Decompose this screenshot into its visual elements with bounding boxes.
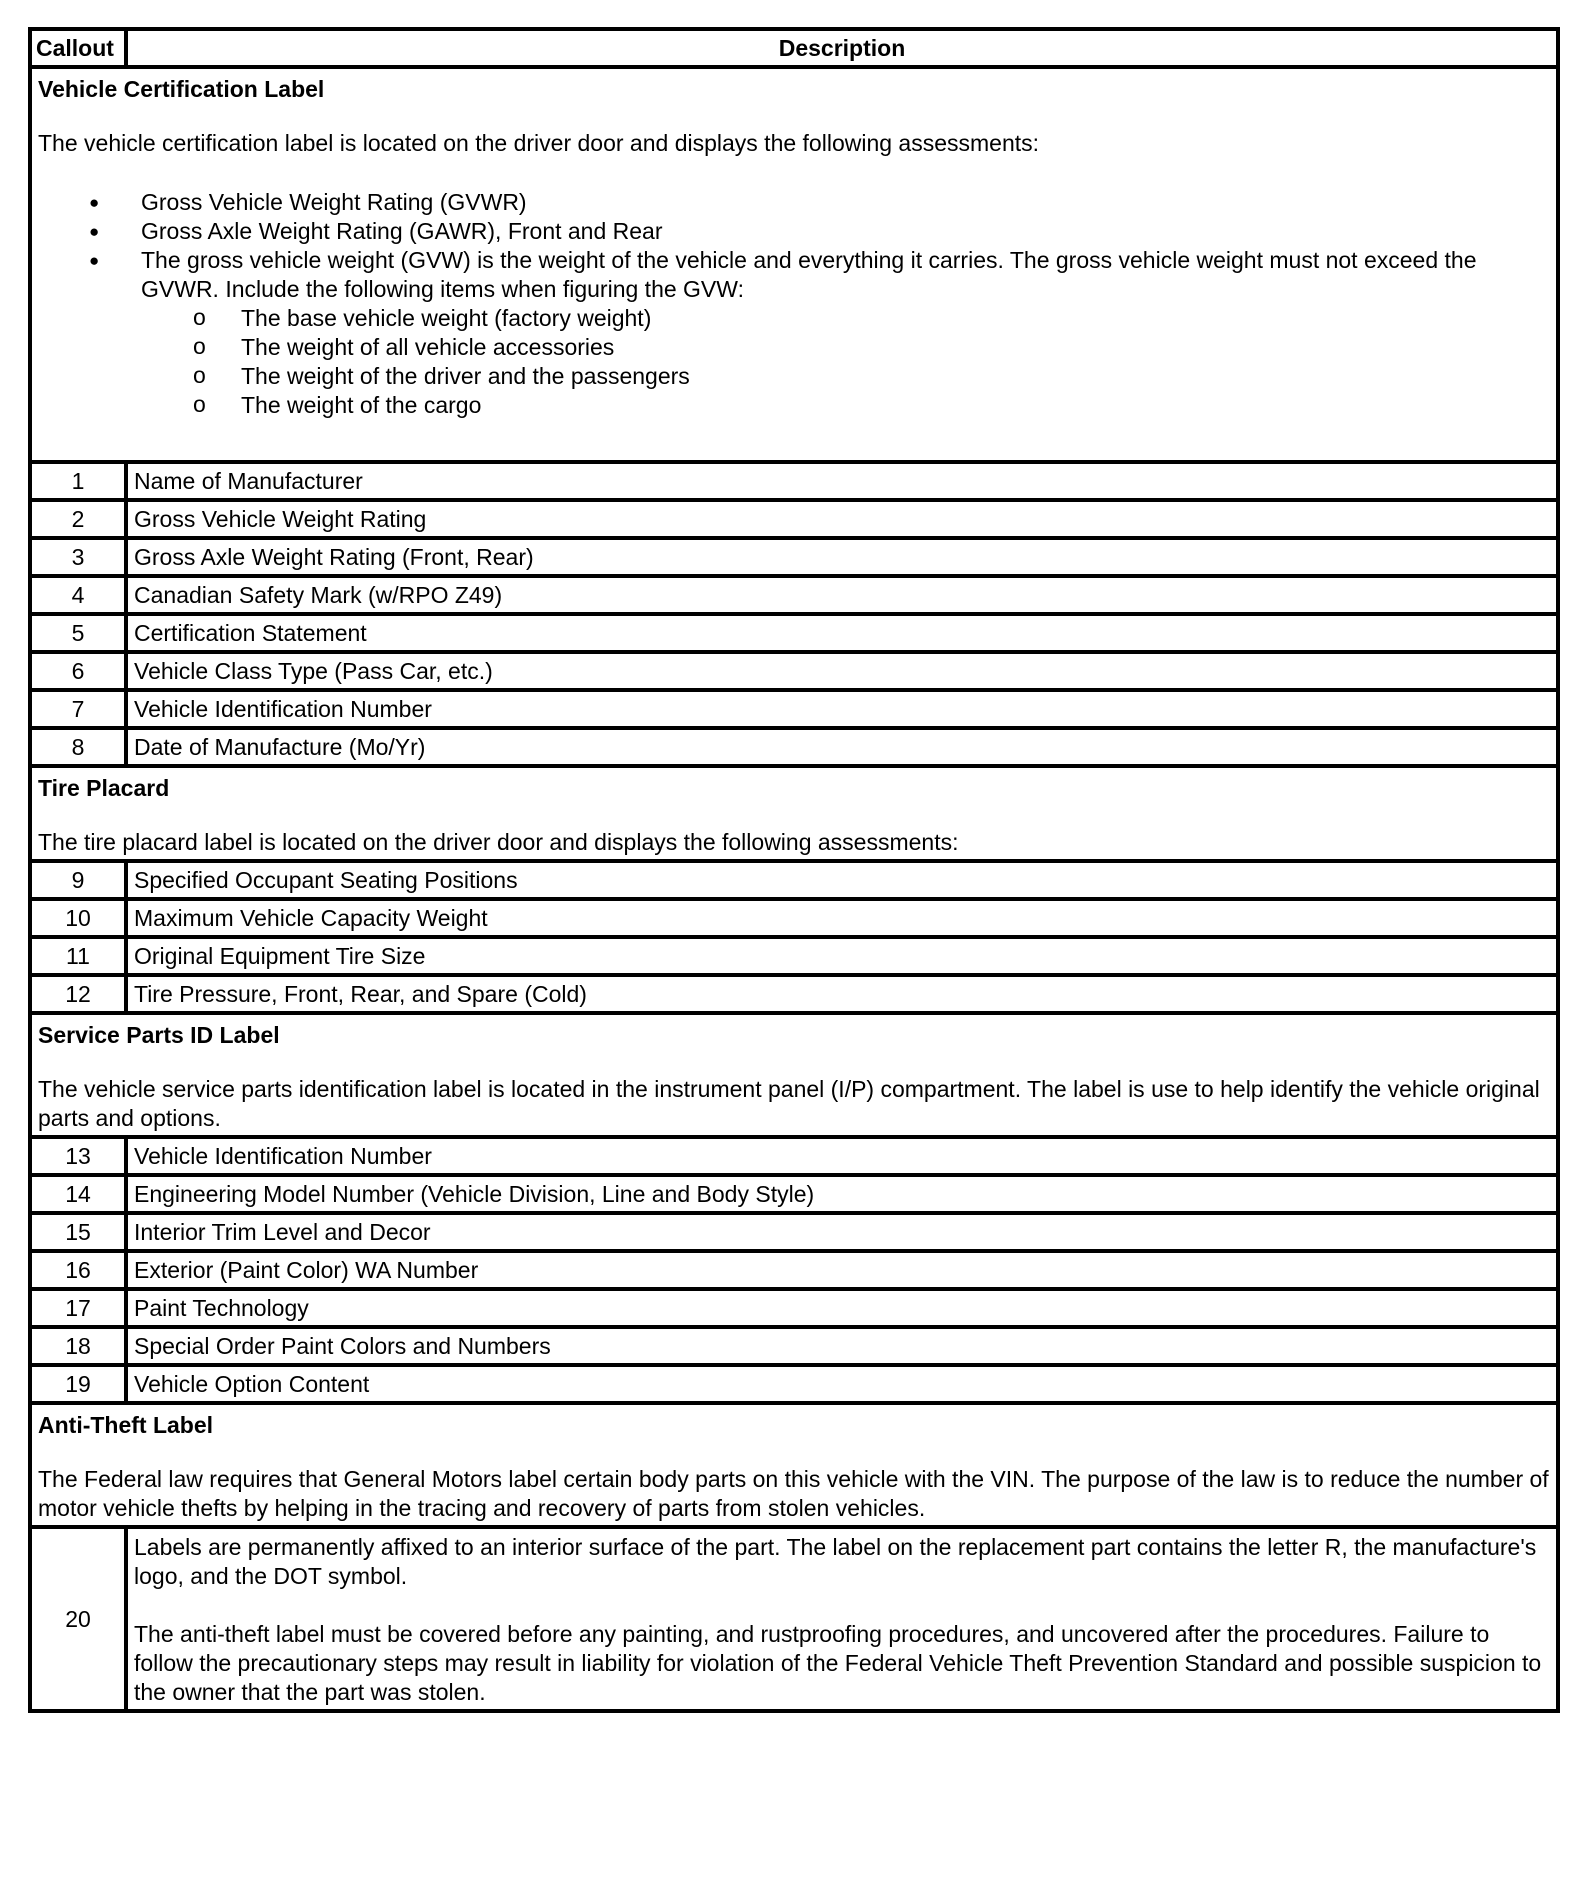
- callout-number: 20: [30, 1527, 126, 1711]
- callout-description: Vehicle Class Type (Pass Car, etc.): [126, 652, 1558, 690]
- table-row: [30, 462, 1558, 500]
- callout-description: Tire Pressure, Front, Rear, and Spare (Cold): [126, 975, 1558, 1013]
- table-row: [30, 500, 1558, 538]
- list-item-text: The gross vehicle weight (GVW) is the weight of the vehicle and everything it carries. The gross vehicle weight must not exceed the GVWR. Include the following items when figuring the GVW:: [141, 247, 1477, 302]
- callout-description: [126, 1527, 1558, 1711]
- callout-number: 18: [30, 1327, 126, 1365]
- callout-description: Vehicle Identification Number: [126, 690, 1558, 728]
- callout-number: 7: [30, 690, 126, 728]
- list-item: ● Gross Axle Weight Rating (GAWR), Front and Rear: [141, 217, 1550, 246]
- callout-description: Specified Occupant Seating Positions: [126, 861, 1558, 899]
- description-paragraph: Labels are permanently affixed to an interior surface of the part. The label on the replacement part contains the letter R, the manufacture's logo, and the DOT symbol.: [134, 1534, 1537, 1589]
- section-title: Anti-Theft Label: [38, 1412, 214, 1438]
- header-row: [30, 29, 1558, 67]
- callout-description: Date of Manufacture (Mo/Yr): [126, 728, 1558, 766]
- table-row: [30, 861, 1558, 899]
- description-paragraph: The anti-theft label must be covered before any painting, and rustproofing procedures, and uncovered after the procedures. Failure to follow the precautionary steps may result in liability for violation of the Federal Vehicle Theft Prevention Standard and possible suspicion to the owner that the part was stolen.: [134, 1621, 1542, 1705]
- callout-number: 12: [30, 975, 126, 1013]
- table-row: [30, 1137, 1558, 1175]
- callout-number: 1: [30, 462, 126, 500]
- section-intro: The vehicle certification label is located on the driver door and displays the following assessments:: [38, 130, 1040, 156]
- section-intro: The tire placard label is located on the driver door and displays the following assessments:: [38, 829, 959, 855]
- section-certification-cell: [30, 67, 1558, 462]
- callout-header: Callout: [30, 29, 126, 67]
- table-row: [30, 899, 1558, 937]
- callout-description: Gross Axle Weight Rating (Front, Rear): [126, 538, 1558, 576]
- list-item: ● Gross Vehicle Weight Rating (GVWR): [141, 188, 1550, 217]
- section-service-cell: [30, 1013, 1558, 1137]
- table-row: [30, 576, 1558, 614]
- section-title: Tire Placard: [38, 775, 170, 801]
- table-row: [30, 652, 1558, 690]
- section-service: [30, 1013, 1558, 1137]
- assessment-list: [38, 188, 1550, 420]
- callout-number: 16: [30, 1251, 126, 1289]
- description-header: Description: [126, 29, 1558, 67]
- sub-list-item: o The weight of the driver and the passengers: [241, 362, 1550, 391]
- section-tire-cell: [30, 766, 1558, 861]
- callout-table: [28, 27, 1560, 1713]
- callout-description: Paint Technology: [126, 1289, 1558, 1327]
- callout-number: 10: [30, 899, 126, 937]
- table-row: [30, 1175, 1558, 1213]
- callout-number: 2: [30, 500, 126, 538]
- callout-number: 5: [30, 614, 126, 652]
- section-certification: [30, 67, 1558, 462]
- table-row: [30, 728, 1558, 766]
- callout-number: 15: [30, 1213, 126, 1251]
- callout-description: Interior Trim Level and Decor: [126, 1213, 1558, 1251]
- callout-number: 8: [30, 728, 126, 766]
- callout-number: 11: [30, 937, 126, 975]
- callout-description: Vehicle Identification Number: [126, 1137, 1558, 1175]
- list-item-gvw: [141, 246, 1550, 420]
- sub-list-item: o The base vehicle weight (factory weight): [241, 304, 1550, 333]
- table-row: [30, 1527, 1558, 1711]
- callout-number: 9: [30, 861, 126, 899]
- callout-number: 17: [30, 1289, 126, 1327]
- callout-description: Exterior (Paint Color) WA Number: [126, 1251, 1558, 1289]
- section-antitheft: [30, 1403, 1558, 1527]
- callout-description: Maximum Vehicle Capacity Weight: [126, 899, 1558, 937]
- section-title: Service Parts ID Label: [38, 1022, 280, 1048]
- table-row: [30, 1365, 1558, 1403]
- table-row: [30, 937, 1558, 975]
- callout-number: 3: [30, 538, 126, 576]
- sub-list-item: o The weight of all vehicle accessories: [241, 333, 1550, 362]
- callout-description: Special Order Paint Colors and Numbers: [126, 1327, 1558, 1365]
- table-row: [30, 1289, 1558, 1327]
- section-intro: The vehicle service parts identification label is located in the instrument panel (I/P) compartment. The label is use to help identify the vehicle original parts and options.: [38, 1076, 1540, 1131]
- table-row: [30, 1213, 1558, 1251]
- callout-description: Gross Vehicle Weight Rating: [126, 500, 1558, 538]
- table-row: [30, 975, 1558, 1013]
- section-intro: The Federal law requires that General Motors label certain body parts on this vehicle with the VIN. The purpose of the law is to reduce the number of motor vehicle thefts by helping in the tracing and recovery of parts from stolen vehicles.: [38, 1466, 1549, 1521]
- table-row: [30, 1251, 1558, 1289]
- section-antitheft-cell: [30, 1403, 1558, 1527]
- callout-number: 6: [30, 652, 126, 690]
- table-row: [30, 690, 1558, 728]
- table-row: [30, 1327, 1558, 1365]
- table-row: [30, 538, 1558, 576]
- gvw-sublist: [141, 304, 1550, 420]
- section-title: Vehicle Certification Label: [38, 76, 325, 102]
- callout-description: Original Equipment Tire Size: [126, 937, 1558, 975]
- callout-description: Engineering Model Number (Vehicle Division, Line and Body Style): [126, 1175, 1558, 1213]
- section-tire: [30, 766, 1558, 861]
- callout-description: Vehicle Option Content: [126, 1365, 1558, 1403]
- callout-number: 4: [30, 576, 126, 614]
- sub-list-item: o The weight of the cargo: [241, 391, 1550, 420]
- callout-number: 19: [30, 1365, 126, 1403]
- callout-description: Canadian Safety Mark (w/RPO Z49): [126, 576, 1558, 614]
- callout-number: 14: [30, 1175, 126, 1213]
- callout-description: Certification Statement: [126, 614, 1558, 652]
- callout-number: 13: [30, 1137, 126, 1175]
- callout-description: Name of Manufacturer: [126, 462, 1558, 500]
- table-row: [30, 614, 1558, 652]
